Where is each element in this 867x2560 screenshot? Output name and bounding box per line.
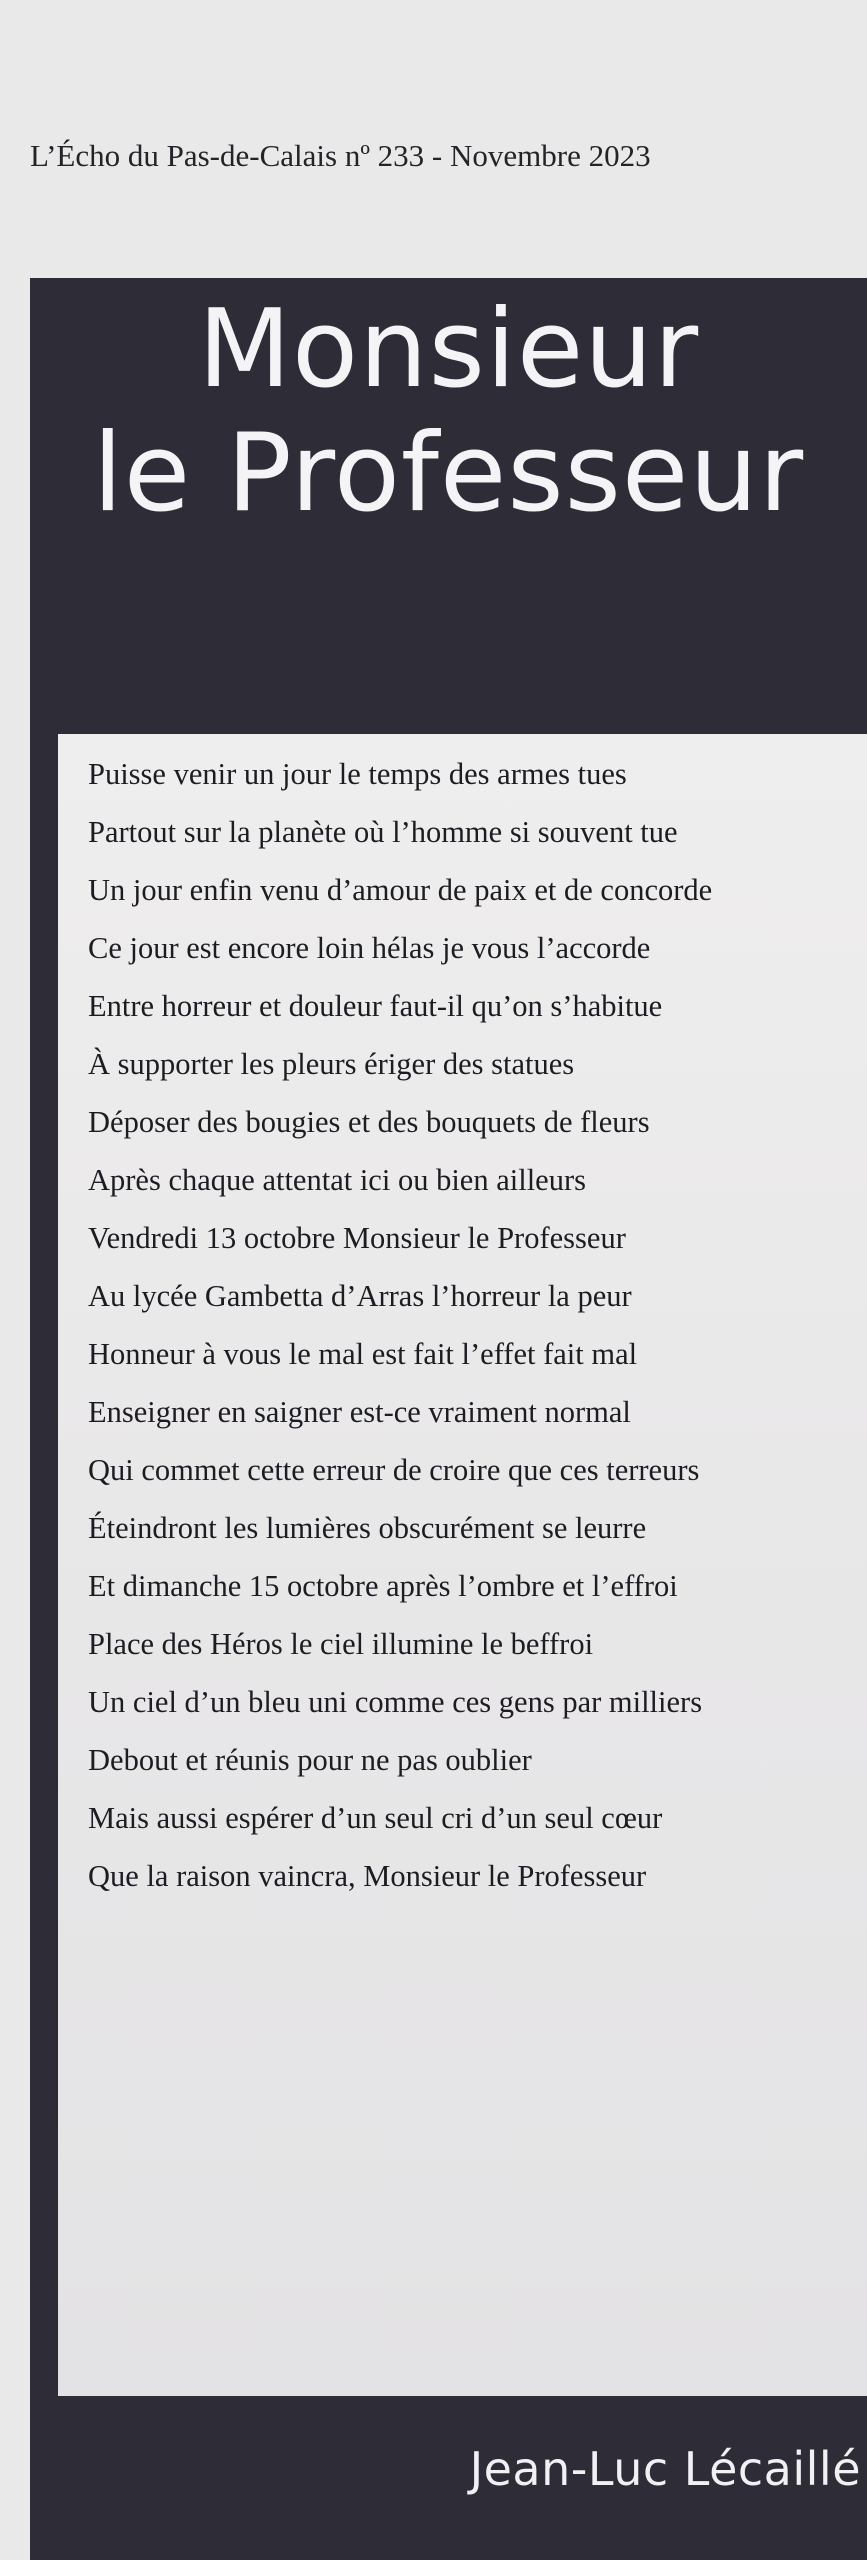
title-line-2: le Professeur — [92, 411, 805, 536]
poem-line-4: Ce jour est encore loin hélas je vous l’accorde — [88, 931, 651, 965]
poem-line-7: Déposer des bougies et des bouquets de fleurs — [88, 1105, 650, 1139]
poem-line-11: Honneur à vous le mal est fait l’effet fait mal — [88, 1337, 638, 1371]
poem-line-1: Puisse venir un jour le temps des armes tues — [88, 757, 627, 791]
poem-line-10: Au lycée Gambetta d’Arras l’horreur la peur — [88, 1279, 632, 1313]
poem-line-17: Un ciel d’un bleu uni comme ces gens par milliers — [88, 1685, 703, 1719]
author-name: Jean-Luc Lécaillé — [469, 2442, 861, 2496]
poem-line-3: Un jour enfin venu d’amour de paix et de concorde — [88, 873, 713, 907]
article-frame — [30, 278, 867, 2560]
title-line-1: Monsieur — [197, 287, 700, 412]
poem-line-9: Vendredi 13 octobre Monsieur le Professeur — [88, 1221, 626, 1255]
poem-line-15: Et dimanche 15 octobre après l’ombre et l’effroi — [88, 1569, 678, 1603]
publication-header: L’Écho du Pas-de-Calais nº 233 - Novembre 2023 — [30, 138, 651, 173]
poem-line-18: Debout et réunis pour ne pas oublier — [88, 1743, 532, 1777]
poem-box — [58, 734, 867, 2396]
poem-line-13: Qui commet cette erreur de croire que ces terreurs — [88, 1453, 700, 1487]
poem-line-16: Place des Héros le ciel illumine le beffroi — [88, 1627, 594, 1661]
poem-line-5: Entre horreur et douleur faut-il qu’on s’habitue — [88, 989, 663, 1023]
poem-line-14: Éteindront les lumières obscurément se leurre — [88, 1511, 647, 1545]
poem-line-20: Que la raison vaincra, Monsieur le Professeur — [88, 1859, 647, 1893]
poem-line-2: Partout sur la planète où l’homme si souvent tue — [88, 815, 678, 849]
poem-line-6: À supporter les pleurs ériger des statues — [88, 1047, 575, 1081]
poem-line-8: Après chaque attentat ici ou bien ailleurs — [88, 1163, 586, 1197]
article-title — [30, 288, 867, 536]
poem-line-19: Mais aussi espérer d’un seul cri d’un seul cœur — [88, 1801, 663, 1835]
poem-line-12: Enseigner en saigner est-ce vraiment normal — [88, 1395, 631, 1429]
